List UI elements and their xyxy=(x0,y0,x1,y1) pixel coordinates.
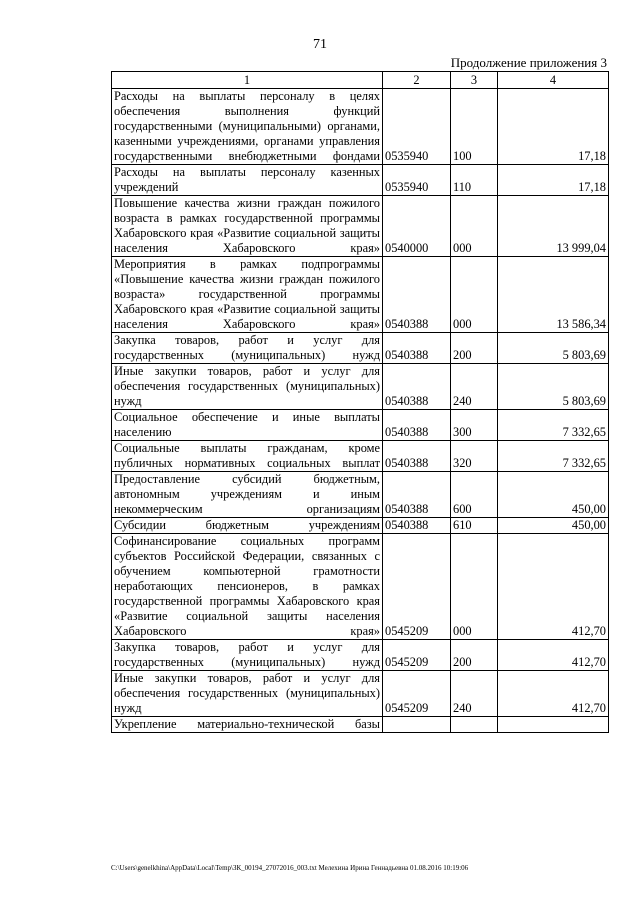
row-target-code: 0545209 xyxy=(383,671,451,717)
row-target-code: 0540388 xyxy=(383,257,451,333)
row-target-code xyxy=(383,717,451,733)
row-description: Софинансирование социальных программ субъектов Российской Федерации, связанных с обучением компьютерной грамотности неработающих пенсионеров, в рамках государственной программы Хабаровского края «Развитие социальной защиты населения Хабаровского края» xyxy=(112,534,383,640)
row-description: Повышение качества жизни граждан пожилого возраста в рамках государственной программы Хабаровского края «Развитие социальной защиты населения Хабаровского края» xyxy=(112,196,383,257)
row-description: Укрепление материально-технической базы xyxy=(112,717,383,733)
row-target-code: 0535940 xyxy=(383,165,451,196)
table-row xyxy=(112,165,609,196)
table-row xyxy=(112,89,609,165)
row-amount: 7 332,65 xyxy=(498,410,609,441)
table-row xyxy=(112,472,609,518)
row-description: Иные закупки товаров, работ и услуг для обеспечения государственных (муниципальных) нужд xyxy=(112,671,383,717)
row-target-code: 0540388 xyxy=(383,441,451,472)
row-description: Субсидии бюджетным учреждениям xyxy=(112,518,383,534)
row-expense-type: 300 xyxy=(451,410,498,441)
table-row xyxy=(112,441,609,472)
table-row xyxy=(112,257,609,333)
row-target-code: 0540388 xyxy=(383,333,451,364)
row-amount: 450,00 xyxy=(498,518,609,534)
row-amount: 13 586,34 xyxy=(498,257,609,333)
row-target-code: 0540388 xyxy=(383,518,451,534)
row-amount: 17,18 xyxy=(498,165,609,196)
row-expense-type xyxy=(451,717,498,733)
row-expense-type: 000 xyxy=(451,196,498,257)
row-expense-type: 600 xyxy=(451,472,498,518)
row-amount: 412,70 xyxy=(498,671,609,717)
table-row xyxy=(112,640,609,671)
row-target-code: 0540000 xyxy=(383,196,451,257)
row-description: Мероприятия в рамках подпрограммы «Повышение качества жизни граждан пожилого возраста» государственной программы Хабаровского края «Развитие социальной защиты населения Хабаровского края» xyxy=(112,257,383,333)
file-path-footer: C:\Users\genelkhina\AppData\Local\Temp\ЗК_00194_27072016_003.txt Мелехина Ирина Геннадьевна 01.08.2016 10:19:06 xyxy=(111,864,469,872)
continuation-label: Продолжение приложения 3 xyxy=(450,55,607,70)
header-col-1: 1 xyxy=(112,72,383,89)
row-amount: 5 803,69 xyxy=(498,364,609,410)
row-amount: 412,70 xyxy=(498,534,609,640)
row-amount: 13 999,04 xyxy=(498,196,609,257)
budget-table xyxy=(111,71,609,733)
row-expense-type: 200 xyxy=(451,640,498,671)
row-amount: 412,70 xyxy=(498,640,609,671)
table-header-row xyxy=(112,72,609,89)
table-row xyxy=(112,410,609,441)
row-target-code: 0545209 xyxy=(383,640,451,671)
row-expense-type: 240 xyxy=(451,364,498,410)
row-description: Социальные выплаты гражданам, кроме публичных нормативных социальных выплат xyxy=(112,441,383,472)
row-description: Расходы на выплаты персоналу казенных учреждений xyxy=(112,165,383,196)
table-row xyxy=(112,196,609,257)
row-amount xyxy=(498,717,609,733)
table-row xyxy=(112,364,609,410)
row-target-code: 0540388 xyxy=(383,364,451,410)
row-target-code: 0540388 xyxy=(383,410,451,441)
row-expense-type: 100 xyxy=(451,89,498,165)
row-description: Иные закупки товаров, работ и услуг для обеспечения государственных (муниципальных) нужд xyxy=(112,364,383,410)
row-expense-type: 000 xyxy=(451,257,498,333)
header-col-4: 4 xyxy=(498,72,609,89)
page-number: 71 xyxy=(313,37,327,52)
header-col-2: 2 xyxy=(383,72,451,89)
row-expense-type: 320 xyxy=(451,441,498,472)
row-description: Социальное обеспечение и иные выплаты населению xyxy=(112,410,383,441)
row-amount: 7 332,65 xyxy=(498,441,609,472)
row-expense-type: 000 xyxy=(451,534,498,640)
row-expense-type: 110 xyxy=(451,165,498,196)
row-expense-type: 610 xyxy=(451,518,498,534)
row-target-code: 0545209 xyxy=(383,534,451,640)
row-expense-type: 240 xyxy=(451,671,498,717)
row-description: Закупка товаров, работ и услуг для государственных (муниципальных) нужд xyxy=(112,333,383,364)
row-expense-type: 200 xyxy=(451,333,498,364)
table-row xyxy=(112,717,609,733)
row-description: Расходы на выплаты персоналу в целях обеспечения выполнения функций государственными (муниципальными) органами, казенными учреждениями, органами управления государственными внебюджетными фондами xyxy=(112,89,383,165)
table-row xyxy=(112,333,609,364)
table-row xyxy=(112,671,609,717)
row-target-code: 0540388 xyxy=(383,472,451,518)
row-amount: 5 803,69 xyxy=(498,333,609,364)
table-row xyxy=(112,534,609,640)
row-amount: 450,00 xyxy=(498,472,609,518)
header-col-3: 3 xyxy=(451,72,498,89)
row-target-code: 0535940 xyxy=(383,89,451,165)
row-description: Закупка товаров, работ и услуг для государственных (муниципальных) нужд xyxy=(112,640,383,671)
table-row xyxy=(112,518,609,534)
row-description: Предоставление субсидий бюджетным, автономным учреждениям и иным некоммерческим организациям xyxy=(112,472,383,518)
row-amount: 17,18 xyxy=(498,89,609,165)
